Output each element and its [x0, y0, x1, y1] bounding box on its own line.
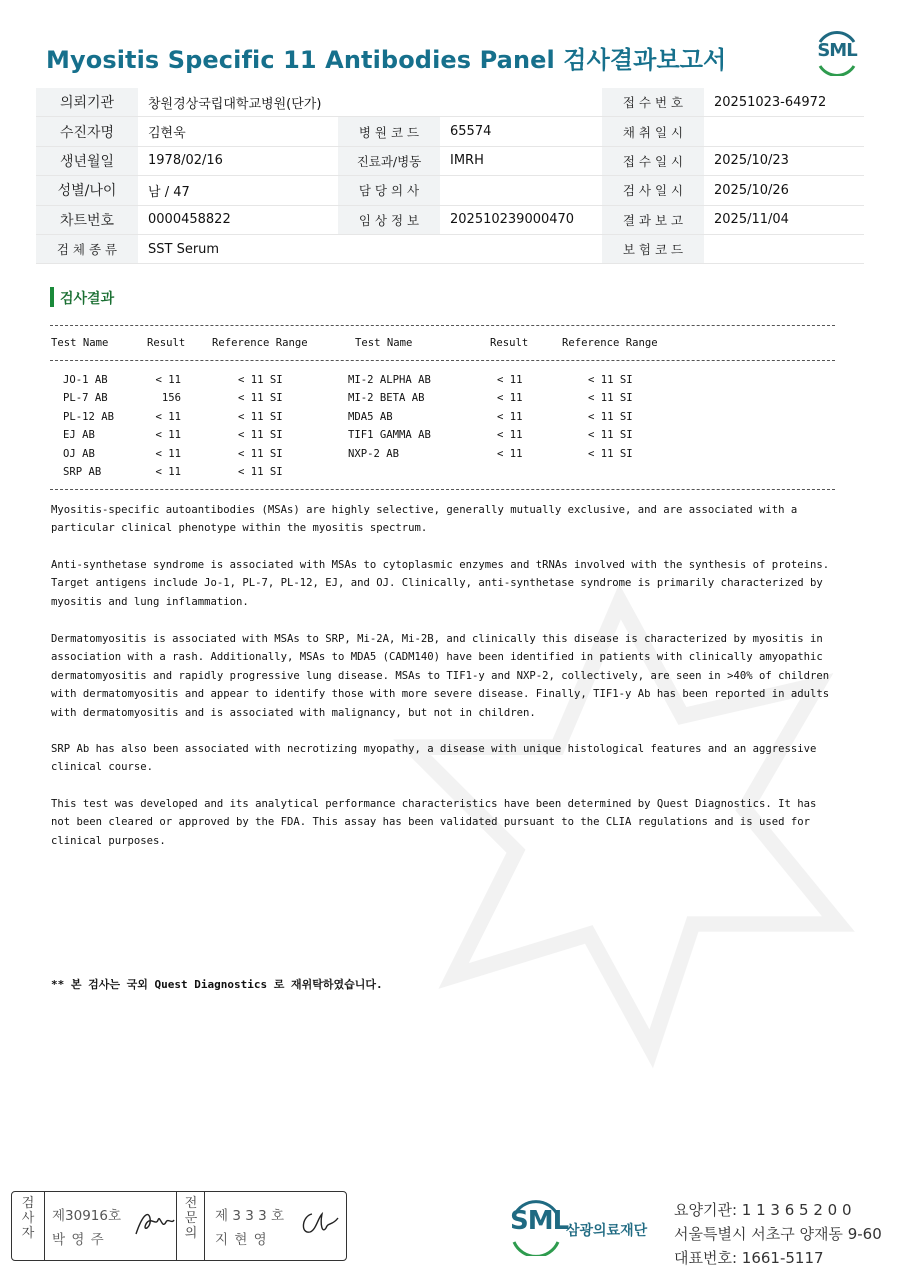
result-value: < 11 [497, 392, 523, 405]
result-value: < 11 [155, 374, 181, 386]
result-value: < 11 [155, 466, 181, 478]
info-value: 2025/11/04 [704, 205, 864, 234]
result-test-name: JO-1 AB [63, 374, 108, 386]
info-label: 진료과/병동 [338, 146, 440, 175]
comment-line: This test was developed and its analytical performance characteristics have been determined by Quest Diagnostics. It has [51, 798, 817, 810]
info-label: 의뢰기관 [36, 88, 138, 117]
info-label: 검 사 일 시 [602, 176, 704, 205]
info-value: SST Serum [138, 234, 338, 263]
inspector-label: 검 사 자 [21, 1196, 35, 1241]
info-label: 보 험 코 드 [602, 234, 704, 263]
result-reference: < 11 SI [238, 392, 283, 405]
result-reference: < 11 SI [588, 392, 633, 405]
comment-line: with dermatomyositis and appear to identify those with more severe disease. Finally, TIF1-y Ab has been reported in adults [51, 688, 830, 701]
info-value: 0000458822 [138, 205, 338, 234]
info-row [36, 234, 864, 263]
sml-logo [812, 30, 862, 76]
comment-paragraph [51, 740, 851, 777]
info-value: 2025/10/23 [704, 146, 864, 175]
header-result: Result [147, 337, 186, 349]
footer-address: 서울특별시 서초구 양재동 9-60 [674, 1225, 882, 1243]
section-title: 검사결과 [60, 291, 115, 307]
info-value: IMRH [440, 146, 602, 175]
comment-line: Myositis-specific autoantibodies (MSAs) are highly selective, generally mutually exclusive, and are associated with a [51, 504, 798, 516]
result-value: < 11 [497, 374, 523, 386]
result-reference: < 11 SI [238, 466, 283, 478]
comment-paragraph [51, 795, 851, 850]
info-label: 생년월일 [36, 146, 138, 175]
comment-line: not been cleared or approved by the FDA. This assay has been validated pursuant to the CLIA regulations and is used for [51, 816, 810, 829]
info-value: 65574 [440, 117, 602, 146]
divider [50, 360, 835, 361]
info-value: 창원경상국립대학교병원(단가) [138, 88, 338, 117]
info-label: 검 체 종 류 [36, 234, 138, 263]
info-row [36, 205, 864, 234]
info-label: 결 과 보 고 [602, 205, 704, 234]
header-reference-range: Reference Range [212, 337, 308, 349]
comment-line: Dermatomyositis is associated with MSAs to SRP, Mi-2A, Mi-2B, and clinically this disease is characterized by myositis in [51, 633, 823, 645]
result-reference: < 11 SI [238, 429, 283, 442]
result-test-name: MDA5 AB [348, 410, 393, 423]
divider [204, 1192, 205, 1260]
info-row [36, 117, 864, 146]
divider [44, 1192, 45, 1260]
info-value: 1978/02/16 [138, 146, 338, 175]
result-test-name: OJ AB [63, 447, 95, 460]
info-value [440, 176, 602, 205]
result-test-name: TIF1 GAMMA AB [348, 429, 431, 442]
comment-line: dermatomyositis and rapidly progressive lung disease. MSAs to TIF1-y and NXP-2, collectively, are seen in >40% of children [51, 669, 830, 682]
header-reference-range-right: Reference Range [562, 337, 658, 349]
comment-line: Anti-synthetase syndrome is associated with MSAs to cytoplasmic enzymes and tRNAs involved with the synthesis of proteins. [51, 559, 830, 571]
comment-line: particular clinical phenotype within the myositis spectrum. [51, 522, 428, 535]
info-label: 접 수 번 호 [602, 88, 704, 117]
result-reference: < 11 SI [238, 447, 283, 460]
comment-line: Target antigens include Jo-1, PL-7, PL-12, EJ, and OJ. Clinically, anti-synthetase syndrome is primarily characterized by [51, 577, 823, 590]
result-test-name: PL-7 AB [63, 392, 108, 405]
inspector-name: 박 영 주 [52, 1232, 105, 1248]
comment-line: myositis and lung inflammation. [51, 595, 249, 608]
result-test-name: MI-2 BETA AB [348, 392, 425, 405]
result-reference: < 11 SI [588, 410, 633, 423]
result-reference: < 11 SI [588, 429, 633, 442]
info-label [338, 234, 440, 263]
info-label: 접 수 일 시 [602, 146, 704, 175]
divider [176, 1192, 177, 1260]
comment-line: SRP Ab has also been associated with necrotizing myopathy, a disease with unique histological features and an aggressive [51, 743, 817, 755]
specialist-label: 전 문 의 [184, 1196, 198, 1241]
result-test-name: PL-12 AB [63, 410, 115, 423]
info-row [36, 176, 864, 205]
specialist-name: 지 현 영 [215, 1232, 268, 1248]
signature-box [11, 1191, 347, 1261]
footer-org-name: 삼광의료재단 [566, 1223, 648, 1239]
info-label: 병 원 코 드 [338, 117, 440, 146]
result-reference: < 11 SI [588, 374, 633, 386]
divider [50, 325, 835, 326]
result-value: < 11 [155, 429, 181, 442]
comment-paragraph [51, 630, 851, 722]
info-value: 2025/10/26 [704, 176, 864, 205]
result-test-name: NXP-2 AB [348, 447, 400, 460]
footer-logo-text: SML [510, 1206, 569, 1236]
report-title: Myositis Specific 11 Antibodies Panel 검사결과보고서 [46, 46, 727, 74]
comment-paragraph [51, 556, 851, 611]
header-test-name: Test Name [51, 337, 109, 349]
info-value [440, 88, 602, 117]
result-value: < 11 [155, 410, 181, 423]
info-label: 수진자명 [36, 117, 138, 146]
comment-line: clinical course. [51, 761, 154, 774]
divider [50, 489, 835, 490]
result-test-name: MI-2 ALPHA AB [348, 374, 431, 386]
footer-phone: 대표번호: 1661-5117 [674, 1249, 824, 1267]
comment-paragraph [51, 501, 851, 538]
info-label: 성별/나이 [36, 176, 138, 205]
result-test-name: SRP AB [63, 466, 102, 478]
info-label: 담 당 의 사 [338, 176, 440, 205]
logo-text: SML [817, 40, 857, 61]
section-marker [50, 287, 54, 307]
result-reference: < 11 SI [588, 447, 633, 460]
info-value: 202510239000470 [440, 205, 602, 234]
patient-info-table [36, 88, 864, 264]
result-value: < 11 [497, 410, 523, 423]
inspector-signature [132, 1206, 176, 1240]
result-reference: < 11 SI [238, 410, 283, 423]
result-value: 156 [161, 392, 181, 405]
info-label: 차트번호 [36, 205, 138, 234]
info-label: 채 취 일 시 [602, 117, 704, 146]
info-row [36, 88, 864, 117]
specialist-signature [296, 1206, 340, 1240]
info-label: 임 상 정 보 [338, 205, 440, 234]
info-value [704, 234, 864, 263]
result-value: < 11 [155, 447, 181, 460]
info-value: 남 / 47 [138, 176, 338, 205]
footer-info [674, 1198, 882, 1270]
info-value: 김현욱 [138, 117, 338, 146]
specialist-license: 제 3 3 3 호 [215, 1208, 285, 1224]
header-test-name-right: Test Name [355, 337, 413, 349]
header-result-right: Result [490, 337, 529, 349]
info-value [704, 117, 864, 146]
referral-note: ** 본 검사는 국외 Quest Diagnostics 로 재위탁하였습니다. [51, 978, 383, 991]
comment-line: with dermatomyositis and is associated with malignancy, but not in children. [51, 706, 536, 719]
inspector-license: 제30916호 [52, 1208, 122, 1224]
result-value: < 11 [497, 447, 523, 460]
result-test-name: EJ AB [63, 429, 95, 442]
footer-code: 요양기관: 1 1 3 6 5 2 0 0 [674, 1201, 852, 1219]
comment-line: association with a rash. Additionally, MSAs to MDA5 (CADM140) have been identified in patients with clinically amyopathic [51, 651, 823, 664]
info-value [440, 234, 602, 263]
comment-line: clinical purposes. [51, 834, 166, 847]
result-value: < 11 [497, 429, 523, 442]
result-reference: < 11 SI [238, 374, 283, 386]
info-label [338, 88, 440, 117]
info-row [36, 146, 864, 175]
info-value: 20251023-64972 [704, 88, 864, 117]
